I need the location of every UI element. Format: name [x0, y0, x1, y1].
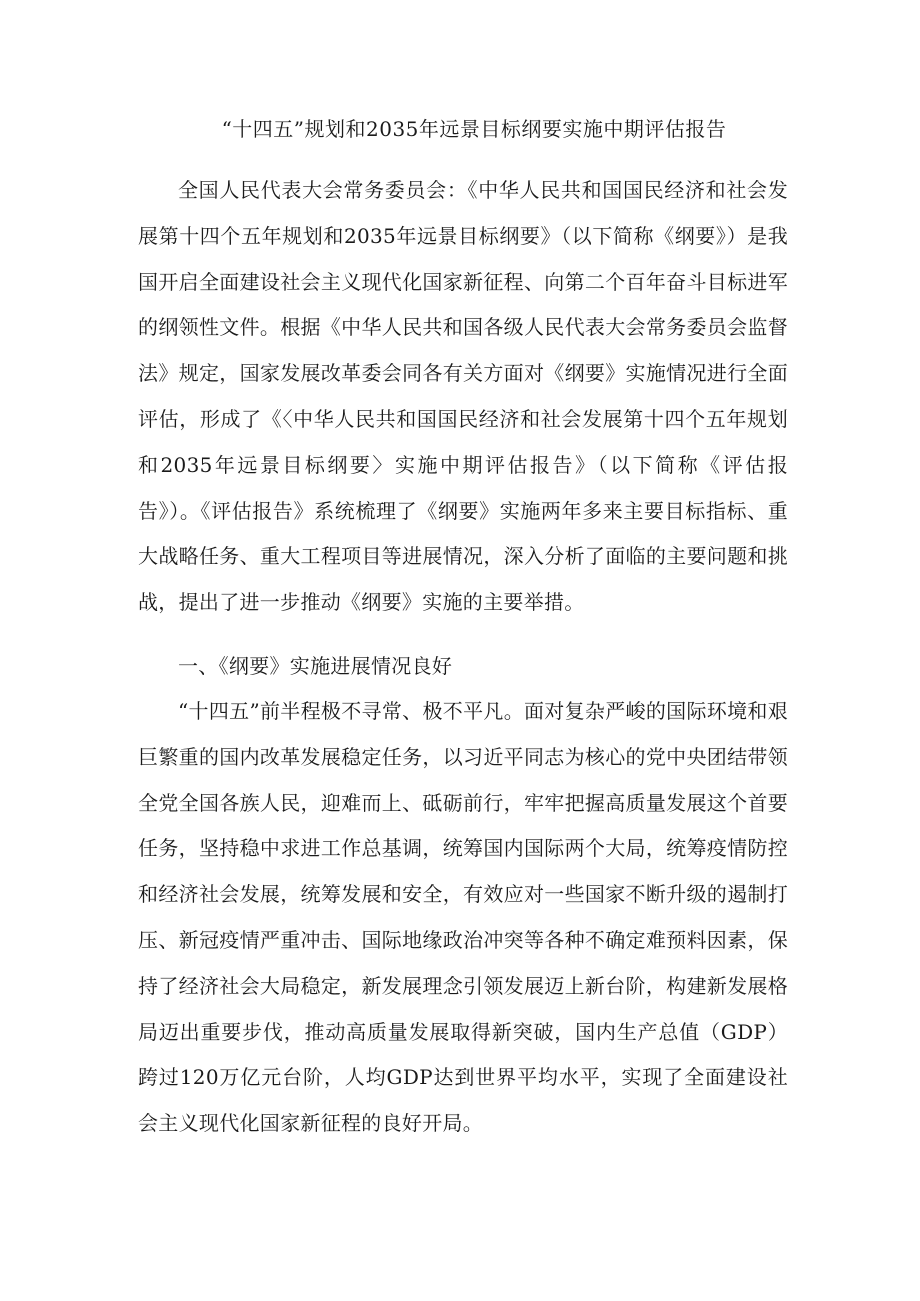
document-title: “十四五”规划和2035年远景目标纲要实施中期评估报告 [221, 117, 727, 141]
section-heading: 一、《纲要》实施进展情况良好 [178, 654, 453, 678]
section-paragraph: “十四五”前半程极不寻常、极不平凡。面对复杂严峻的国际环境和艰巨繁重的国内改革发展稳定任务，以习近平同志为核心的党中央团结带领全党全国各族人民，迎难而上、砥砺前行，牢牢把握高质量发展这个首要任务，坚持稳中求进工作总基调，统筹国内国际两个大局，统筹疫情防控和经济社会发展，统筹发展和安全，有效应对一些国家不断升级的遏制打压、新冠疫情严重冲击、国际地缘政治冲突等各种不确定难预料因素，保持了经济社会大局稳定，新发展理念引领发展迈上新台阶，构建新发展格局迈出重要步伐，推动高质量发展取得新突破，国内生产总值（GDP）跨过120万亿元台阶，人均GDP达到世界平均水平，实现了全面建设社会主义现代化国家新征程的良好开局。 [138, 699, 788, 1136]
intro-paragraph: 全国人民代表大会常务委员会：《中华人民共和国国民经济和社会发展第十四个五年规划和2035年远景目标纲要》（以下简称《纲要》）是我国开启全面建设社会主义现代化国家新征程、向第二个百年奋斗目标进军的纲领性文件。根据《中华人民共和国各级人民代表大会常务委员会监督法》规定，国家发展改革委会同各有关方面对《纲要》实施情况进行全面评估，形成了《〈中华人民共和国国民经济和社会发展第十四个五年规划和2035年远景目标纲要〉实施中期评估报告》（以下简称《评估报告》）。《评估报告》系统梳理了《纲要》实施两年多来主要目标指标、重大战略任务、重大工程项目等进展情况，深入分析了面临的主要问题和挑战，提出了进一步推动《纲要》实施的主要举措。 [138, 178, 788, 615]
